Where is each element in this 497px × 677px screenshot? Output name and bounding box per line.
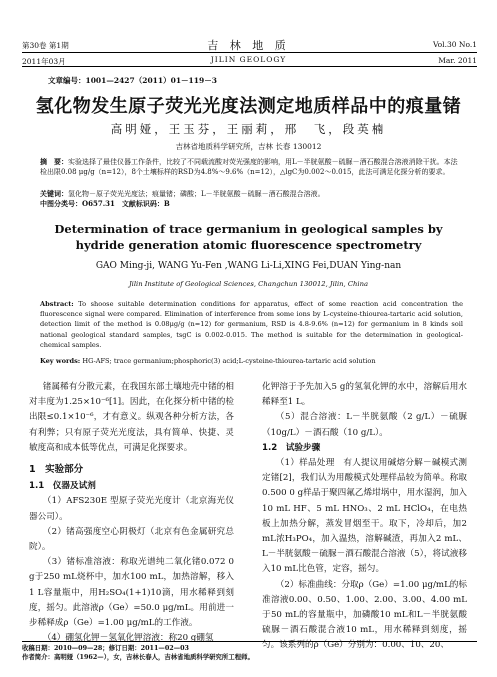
article-id: 文章编号：1001—2427（2011）01－119－3 xyxy=(48,76,217,85)
footnote-author: 作者简介：高明娅（1962—），女，吉林长春人，吉林省地质科学研究所工程师。 xyxy=(22,653,254,661)
footnote xyxy=(22,641,477,662)
header-rule-bottom xyxy=(22,66,477,67)
procedure-standard-curve: （2）标准曲线：分取ρ（Ge）=1.00 μg/mL的标准溶液0.00、0.50、1.00、2.00、3.00、4.00 mL于50 mL的容量瓶中，加磷酸10 mL和L－半胱氨酸硫脲－酒石酸混合液10 mL，用水稀释到刻度，摇匀。该系列的ρ（Ge）分别为：0.00、10、20、 xyxy=(262,579,467,651)
affiliation-en: Jilin Institute of Geological Sciences, Changchun 130012, Jilin, China xyxy=(128,280,369,288)
volume-issue-cn: 第30卷 第1期 xyxy=(22,41,69,50)
keywords-en-text: HG-AFS; trace germanium;phosphoric(3) acid;L-cysteine-thiourea-tartaric acid solution xyxy=(82,357,376,365)
date-en: Mar. 2011 xyxy=(438,56,477,65)
classification-cn-label: 中图分类号： xyxy=(40,199,82,208)
keywords-cn-text: 氢化物－原子荧光光度法；痕量锗；磷酸；L－半胱氨酸－硫脲－酒石酸混合溶液。 xyxy=(68,190,325,198)
keywords-cn xyxy=(40,189,463,199)
volume-issue-en: Vol.30 No.1 xyxy=(432,40,477,49)
footnote-received: 收稿日期：2010—09—28；修订日期：2011—02—03 xyxy=(22,644,190,652)
abstract-cn-text: 实验选择了最佳仪器工作条件，比较了不同载流酸对荧光强度的影响，用L－半胱氨酸－硫脲－酒石酸混合溶液消除干扰。本法检出限0.08 μg/g（n=12），8个土壤标样的RSD为4.8%～9.6%（n=12），△lgC为0.002～0.015，此法可满足化探分析的要求。 xyxy=(40,158,458,176)
journal-name-en: JILIN GEOLOGY xyxy=(210,55,287,64)
reagent-item-5: （5）混合溶液：L－半胱氨酸（2 g/L）－硫脲（10g/L）－酒石酸（10 g/L）。 xyxy=(262,412,467,438)
instrument-item-1: （1）AFS230E 型原子荧光光度计（北京海光仪器公司）。 xyxy=(29,496,234,522)
section-heading-experiment: 1 实验部分 xyxy=(29,464,84,476)
article-title-en-line1: Determination of trace germanium in geological samples by xyxy=(54,222,443,236)
intro-paragraph: 锗属稀有分散元素，在我国东部土壤地壳中锗的相对丰度为1.25×10⁻⁶[1]。因此，在化探分析中锗的检出限≤0.1×10⁻⁶，才有意义。纵观各种分析方法，各有利弊；只有原子荧光光度法，具有简单、快捷、灵敏度高和成本低等优点，可满足化探要求。 xyxy=(29,382,234,453)
procedure-sample-treatment: （1）样品处理 有人提议用碱熔分解－碱模式测定锗[2]，我们认为用酸模式处理样品较为简单。称取0.500 0 g样品于聚四氟乙烯坩埚中，用水湿润，加入10 mL HF、5 mL HNO₃、2 mL HClO₄，在电热板上加热分解，蒸发冒烟至干。取下，冷却后，加2 mL浓H₃PO₄，加入温热，溶解碱渣，再加入2 mL、L－半胱氨酸－硫脲－酒石酸混合溶液（5），将试液移入10 mL比色管，定容，摇匀。 xyxy=(262,458,467,575)
classification-cn-text: O657.31 文献标识码：B xyxy=(82,199,170,208)
journal-name-cn: 吉 林 地 质 xyxy=(207,39,290,52)
classification-cn xyxy=(40,199,463,209)
abstract-en-text: To shoose suitable determination conditions for apparatus, effect of some reaction acid concentration the fluorescence signal were compared. Elimination of interference from some ions by L-cysteine-thiourea-tartaric acid solution, detection limit of the method is 0.08μg/g (n=12) for germanium, RSD is 4.8-9.6% (n=12) for germanium in 8 kinds soil national geological standard samples, tsgC is 0.002-0.015. The method is suitable for the determination in geological-chemical samples. xyxy=(40,300,463,349)
keywords-en xyxy=(40,356,463,366)
article-title-en-line2: hydride generation atomic fluorescence spectrometry xyxy=(75,238,422,252)
abstract-cn-label: 摘 要： xyxy=(40,157,68,166)
body-right-column xyxy=(262,380,467,654)
reagent-item-4-continued: 化钾溶于予先加入5 g的氢氧化钾的水中，溶解后用水稀释至1 L。 xyxy=(262,382,467,408)
body-left-column xyxy=(29,380,234,646)
article-title-cn: 氢化物发生原子荧光光度法测定地质样品中的痕量锗 xyxy=(35,96,462,117)
subsection-heading-instruments: 1.1 仪器及试剂 xyxy=(29,481,96,492)
reagent-item-3: （3）锗标准溶液：称取光谱纯二氧化锗0.072 0 g于250 mL烧杯中，加水100 mL，加热溶解，移入1 L容量瓶中，用H₂SO₄(1+1)10滴，用水稀释到刻度，摇匀。此溶液ρ（Ge）=50.0 μg/mL。用前进一步稀释成ρ（Ge）=1.00 μg/mL的工作液。 xyxy=(29,557,234,629)
instrument-item-2: （2）锗高强度空心阴极灯（北京有色金属研究总院）。 xyxy=(29,526,234,553)
header-rule-top xyxy=(22,52,477,53)
date-cn: 2011年03月 xyxy=(22,57,66,66)
keywords-en-label: Key words: xyxy=(40,357,81,365)
abstract-en-label: Abstract: xyxy=(40,300,74,308)
authors-cn: 高明娅，王玉芬，王丽莉，邢 飞，段英楠 xyxy=(110,122,387,136)
subsection-heading-procedure: 1.2 试验步骤 xyxy=(262,442,321,453)
keywords-cn-label: 关键词： xyxy=(40,189,68,198)
abstract-en xyxy=(40,299,463,350)
authors-en: GAO Ming-ji, WANG Yu-Fen ,WANG Li-Li,XING Fei,DUAN Ying-nan xyxy=(95,261,402,271)
abstract-cn xyxy=(40,157,463,177)
reagent-item-4: （4）硼氢化钾－氢氧化钾溶液：称20 g硼氢 xyxy=(42,633,214,644)
affiliation-cn: 吉林省地质科学研究所，吉林 长春 130012 xyxy=(175,142,322,151)
